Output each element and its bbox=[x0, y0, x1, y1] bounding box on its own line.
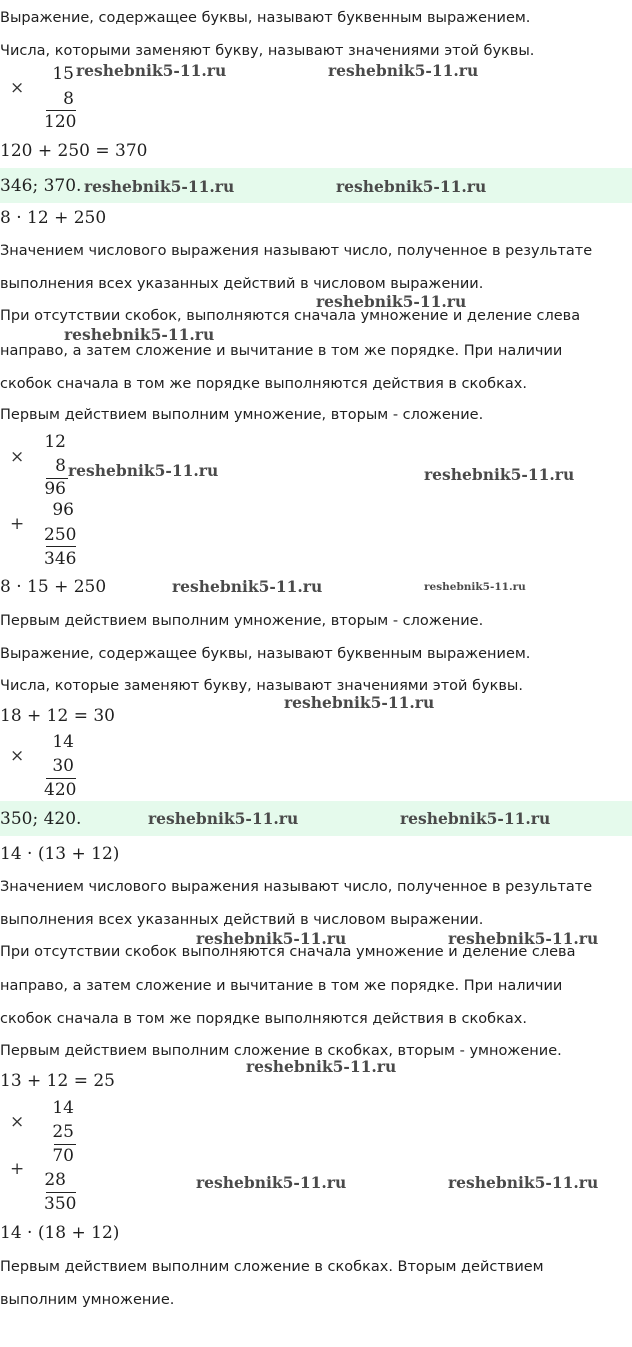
column-operand: 14 bbox=[52, 1098, 74, 1118]
watermark: reshebnik5-11.ru bbox=[64, 325, 215, 344]
text-definition-letter: Выражение, содержащее буквы, называют буквенным выражением. bbox=[0, 10, 531, 26]
text-order-rule: скобок сначала в том же порядке выполняются действия в скобках. bbox=[0, 376, 527, 392]
text-order-rule: направо, а затем сложение и вычитание в том же порядке. При наличии bbox=[0, 343, 563, 359]
text-order-rule: скобок сначала в том же порядке выполняются действия в скобках. bbox=[0, 1011, 527, 1027]
text-order-rule: При отсутствии скобок выполняются сначала умножение и деление слева bbox=[0, 944, 576, 960]
text-step-description: выполним умножение. bbox=[0, 1292, 175, 1308]
column-operand: 28 bbox=[44, 1170, 66, 1190]
equation: 13 + 12 = 25 bbox=[0, 1071, 115, 1091]
multiply-sign: × bbox=[10, 447, 25, 467]
watermark: reshebnik5-11.ru bbox=[284, 693, 435, 712]
multiply-sign: × bbox=[10, 1112, 25, 1132]
column-operand: 8 bbox=[63, 89, 74, 109]
watermark: reshebnik5-11.ru bbox=[316, 292, 467, 311]
watermark: reshebnik5-11.ru bbox=[246, 1057, 397, 1076]
watermark: reshebnik5-11.ru bbox=[448, 1173, 599, 1192]
watermark: reshebnik5-11.ru bbox=[148, 809, 299, 828]
text-numeric-definition: выполнения всех указанных действий в числовом выражении. bbox=[0, 912, 484, 928]
column-result: 70 bbox=[52, 1146, 74, 1166]
column-operand: 25 bbox=[52, 1122, 74, 1142]
watermark: reshebnik5-11.ru bbox=[424, 581, 526, 593]
text-step-description: Первым действием выполним умножение, вторым - сложение. bbox=[0, 613, 484, 629]
plus-sign: + bbox=[10, 514, 25, 534]
watermark: reshebnik5-11.ru bbox=[84, 177, 235, 196]
expression: 14 · (13 + 12) bbox=[0, 844, 120, 864]
text-numeric-definition: выполнения всех указанных действий в числовом выражении. bbox=[0, 276, 484, 292]
watermark: reshebnik5-11.ru bbox=[336, 177, 487, 196]
text-definition-letter: Выражение, содержащее буквы, называют буквенным выражением. bbox=[0, 646, 531, 662]
column-operand: 8 bbox=[55, 456, 66, 476]
equation: 18 + 12 = 30 bbox=[0, 706, 115, 726]
text-step-description: Первым действием выполним сложение в скобках. Вторым действием bbox=[0, 1259, 544, 1275]
text-step-description: Первым действием выполним сложение в скобках, вторым - умножение. bbox=[0, 1043, 562, 1059]
column-result: 350 bbox=[44, 1194, 77, 1214]
text-numeric-definition: Значением числового выражения называют число, полученное в результате bbox=[0, 243, 593, 259]
column-result: 96 bbox=[44, 479, 66, 499]
expression: 8 · 12 + 250 bbox=[0, 208, 107, 228]
column-rule bbox=[46, 546, 76, 547]
plus-sign: + bbox=[10, 1159, 25, 1179]
column-operand: 250 bbox=[44, 525, 77, 545]
expression: 8 · 15 + 250 bbox=[0, 577, 107, 597]
text-step-description: Первым действием выполним умножение, вторым - сложение. bbox=[0, 407, 484, 423]
watermark: reshebnik5-11.ru bbox=[448, 929, 599, 948]
watermark: reshebnik5-11.ru bbox=[68, 461, 219, 480]
multiply-sign: × bbox=[10, 78, 25, 98]
text-definition-values: Числа, которые заменяют букву, называют значениями этой буквы. bbox=[0, 678, 523, 694]
watermark: reshebnik5-11.ru bbox=[172, 577, 323, 596]
answer-line: 350; 420. bbox=[0, 809, 82, 829]
watermark: reshebnik5-11.ru bbox=[76, 61, 227, 80]
column-operand: 14 bbox=[52, 732, 74, 752]
watermark: reshebnik5-11.ru bbox=[424, 465, 575, 484]
column-result: 420 bbox=[44, 780, 77, 800]
text-definition-values: Числа, которыми заменяют букву, называют значениями этой буквы. bbox=[0, 43, 535, 59]
watermark: reshebnik5-11.ru bbox=[196, 1173, 347, 1192]
watermark: reshebnik5-11.ru bbox=[328, 61, 479, 80]
column-operand: 96 bbox=[52, 500, 74, 520]
expression: 14 · (18 + 12) bbox=[0, 1223, 120, 1243]
column-operand: 12 bbox=[44, 432, 66, 452]
equation: 120 + 250 = 370 bbox=[0, 141, 148, 161]
column-operand: 30 bbox=[52, 756, 74, 776]
multiply-sign: × bbox=[10, 746, 25, 766]
text-order-rule: направо, а затем сложение и вычитание в том же порядке. При наличии bbox=[0, 978, 563, 994]
text-order-rule: При отсутствии скобок, выполняются сначала умножение и деление слева bbox=[0, 308, 581, 324]
watermark: reshebnik5-11.ru bbox=[400, 809, 551, 828]
column-operand: 15 bbox=[52, 64, 74, 84]
column-result: 120 bbox=[44, 112, 77, 132]
column-result: 346 bbox=[44, 549, 77, 569]
watermark: reshebnik5-11.ru bbox=[196, 929, 347, 948]
text-numeric-definition: Значением числового выражения называют число, полученное в результате bbox=[0, 879, 593, 895]
answer-line: 346; 370. bbox=[0, 176, 82, 196]
